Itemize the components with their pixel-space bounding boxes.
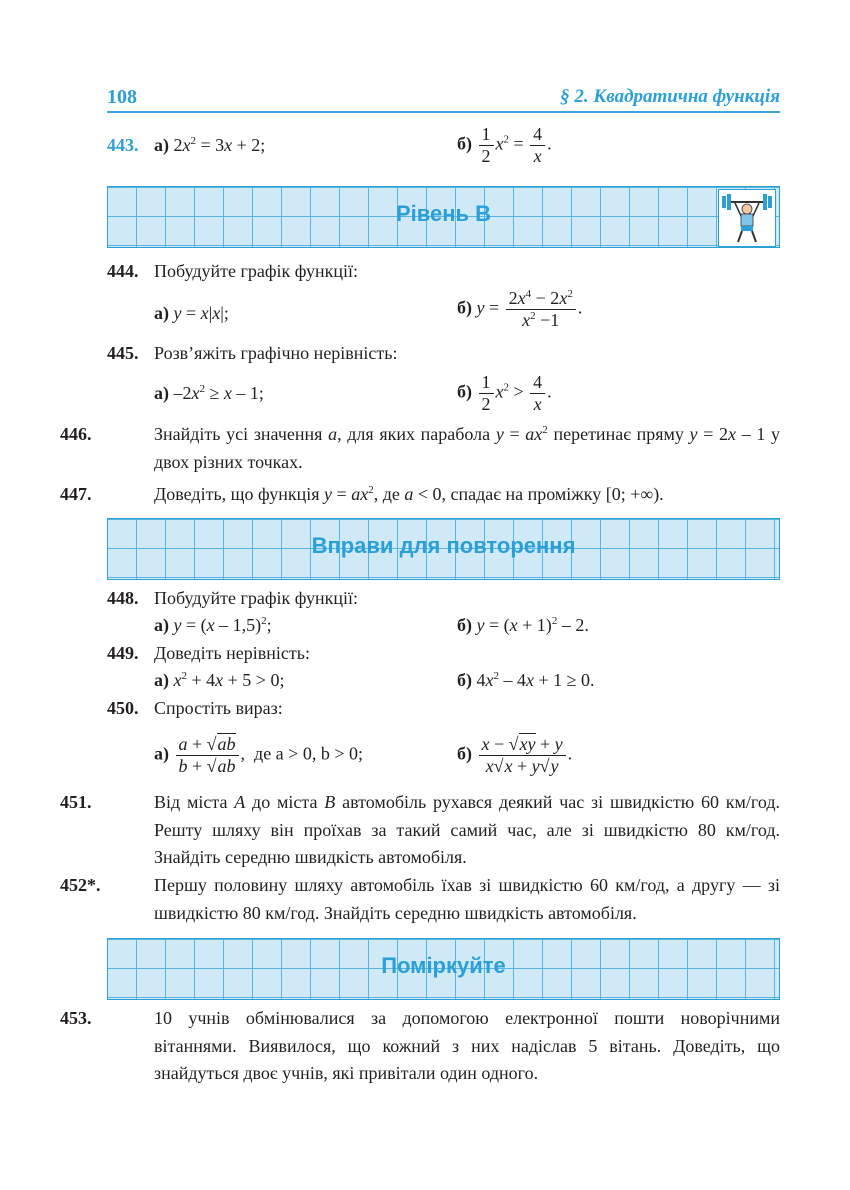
- exercise-443: 443. а) $2x^2 = 3x + 2$; б) $\frac{1}{2}$ $x^2$ = $\frac{4}{x}$ .: [107, 124, 552, 166]
- part-b-label: б): [457, 743, 472, 764]
- exercise-448: [107, 585, 780, 612]
- fraction: $\frac{2x^4 - 2x^2}{x^2 -1}$: [506, 288, 576, 330]
- fraction: $\frac{1}{2}$: [479, 372, 494, 414]
- part-a-label: а): [154, 615, 169, 635]
- exercise-450: [107, 695, 780, 722]
- exercise-number: 445.: [107, 343, 139, 363]
- exercise-text: Побудуйте графік функції:: [154, 261, 358, 281]
- section-title: Вправи для повторення: [311, 533, 576, 558]
- section-banner-think: [107, 938, 780, 1000]
- exercise-452: 452*. Першу половину шляху автомобіль їхав зі швидкістю 60 км/год, а другу — зі швидкістю 80 км/год. Знайдіть середню швидкість автомобіля.: [107, 872, 780, 927]
- exercise-number: 450.: [107, 698, 139, 718]
- exercise-number: 448.: [107, 588, 139, 608]
- header-rule: [107, 111, 780, 113]
- part-b-label: б): [457, 615, 472, 635]
- fraction: $\frac{1}{2}$: [479, 124, 494, 166]
- exercise-445: [107, 340, 780, 367]
- exercise-number: 453.: [60, 1008, 92, 1028]
- chapter-title: § 2. Квадратична функція: [560, 86, 780, 107]
- exercise-number: 446.: [60, 424, 92, 444]
- exercise-number: 444.: [107, 261, 139, 281]
- exercise-number: 451.: [60, 792, 92, 812]
- part-b-label: б): [457, 670, 472, 690]
- exercise-text: Розв’яжіть графічно нерівність:: [154, 343, 398, 363]
- exercise-451: 451. Від міста A до міста B автомобіль рухався деякий час зі швидкістю 60 км/год. Решту шляху він проїхав за такий самий час, але зі швидкістю 80 км/год. Знайдіть середню швидкість автомобіля.: [107, 789, 780, 872]
- exercise-449: [107, 640, 780, 667]
- exercise-444: [107, 258, 780, 285]
- exercise-text: Спростіть вираз:: [154, 698, 283, 718]
- exercise-text: Побудуйте графік функції:: [154, 588, 358, 608]
- part-a-label: а): [154, 383, 169, 403]
- part-b-label: б): [457, 381, 472, 402]
- part-a-label: а): [154, 743, 169, 764]
- part-b-label: б): [457, 133, 472, 154]
- section-banner-level-b: [107, 186, 780, 248]
- part-a-label: а): [154, 303, 169, 323]
- exercise-number: 447.: [60, 484, 92, 504]
- weightlifter-icon: [718, 189, 776, 247]
- exercise-number: 452*.: [60, 875, 101, 895]
- exercise-446: 446. Знайдіть усі значення a, для яких парабола $y = ax^2$ перетинає пряму y = 2x – 1 у двох різних точках.: [107, 421, 780, 476]
- part-a-label: а): [154, 670, 169, 690]
- section-banner-review: [107, 518, 780, 580]
- condition-text: де a > 0, b > 0;: [254, 743, 363, 764]
- exercise-number: 449.: [107, 643, 139, 663]
- exercise-number: 443.: [107, 135, 139, 155]
- section-title: Рівень В: [395, 201, 492, 226]
- fraction: $\frac{a + √ab}{b + √ab}$: [176, 734, 239, 776]
- part-b-label: б): [457, 297, 472, 318]
- fraction: $\frac{4}{x}$: [530, 372, 545, 414]
- section-title: Поміркуйте: [381, 953, 506, 978]
- fraction: $\frac{x - √xy + y}{x√x + y√y}$: [479, 734, 566, 776]
- page-number: 108: [107, 86, 137, 108]
- fraction: $\frac{4}{x}$: [530, 124, 545, 166]
- part-a-label: а): [154, 135, 169, 155]
- exercise-447: 447. Доведіть, що функція $y = ax^2$, де a < 0, спадає на проміжку [0; +∞).: [107, 481, 780, 509]
- exercise-453: 453. 10 учнів обмінювалися за допомогою електронної пошти новорічними вітаннями. Виявилося, що кожний з них надіслав 5 вітань. Доведіть, що знайдуться двоє учнів, які привітали один одного.: [107, 1005, 780, 1088]
- exercise-text: Доведіть нерівність:: [154, 643, 310, 663]
